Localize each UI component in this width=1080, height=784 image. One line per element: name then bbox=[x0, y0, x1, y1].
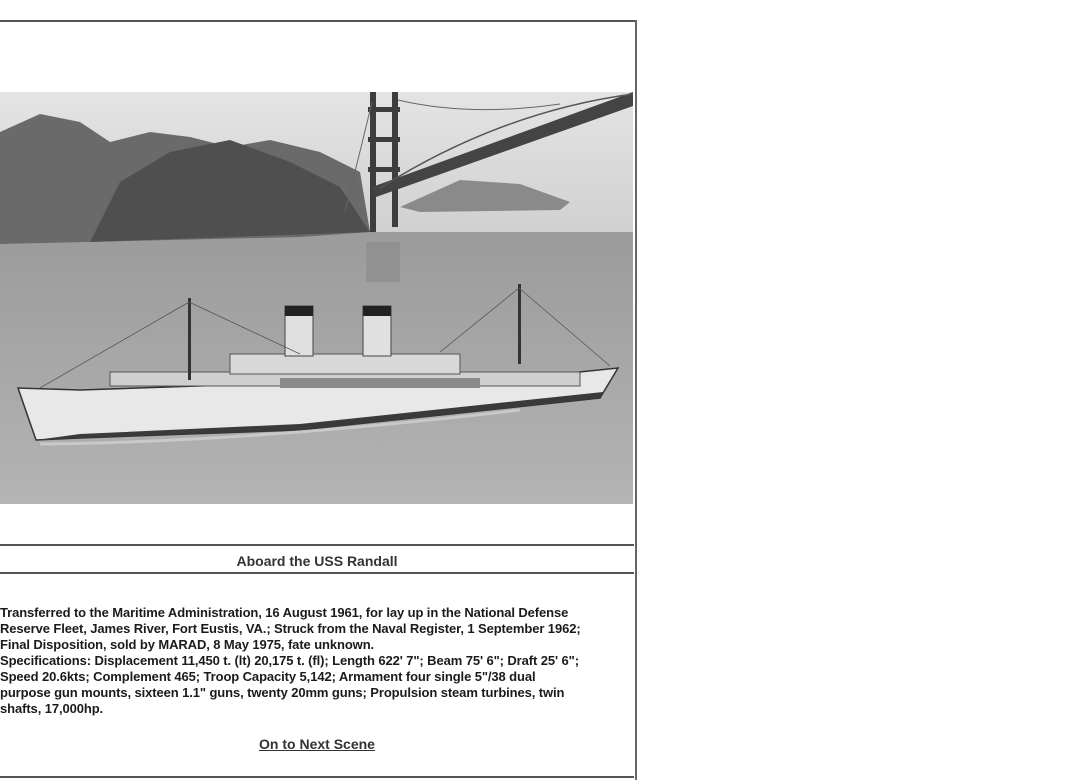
ship-photo bbox=[0, 92, 633, 504]
next-scene-link[interactable]: On to Next Scene bbox=[259, 736, 375, 752]
ship-history-text: Transferred to the Maritime Administration, 16 August 1961, for lay up in the National Defense Reserve Fleet, James River, Fort Eustis, VA.; Struck from the Naval Register, 1 September 1962; Final Disposition, sold by MARAD, 8 May 1975, fate unknown. Specifications: Displacement 11,450 t. (lt) 20,175 t. (fl); Length 622' 7"; Beam 75' 6"; Draft 25' 6"; Speed 20.6kts; Complement 465; Troop Capacity 5,142; Armament four single 5"/38 dual purpose gun mounts, sixteen 1.1" guns, twenty 20mm guns; Propulsion steam turbines, twin shafts, 17,000hp. bbox=[0, 605, 581, 716]
photo-caption: Aboard the USS Randall bbox=[0, 546, 634, 574]
ship-photo-image bbox=[0, 92, 633, 504]
description-panel bbox=[0, 576, 634, 778]
frame-top-border bbox=[0, 20, 637, 22]
photo-panel bbox=[0, 24, 634, 546]
